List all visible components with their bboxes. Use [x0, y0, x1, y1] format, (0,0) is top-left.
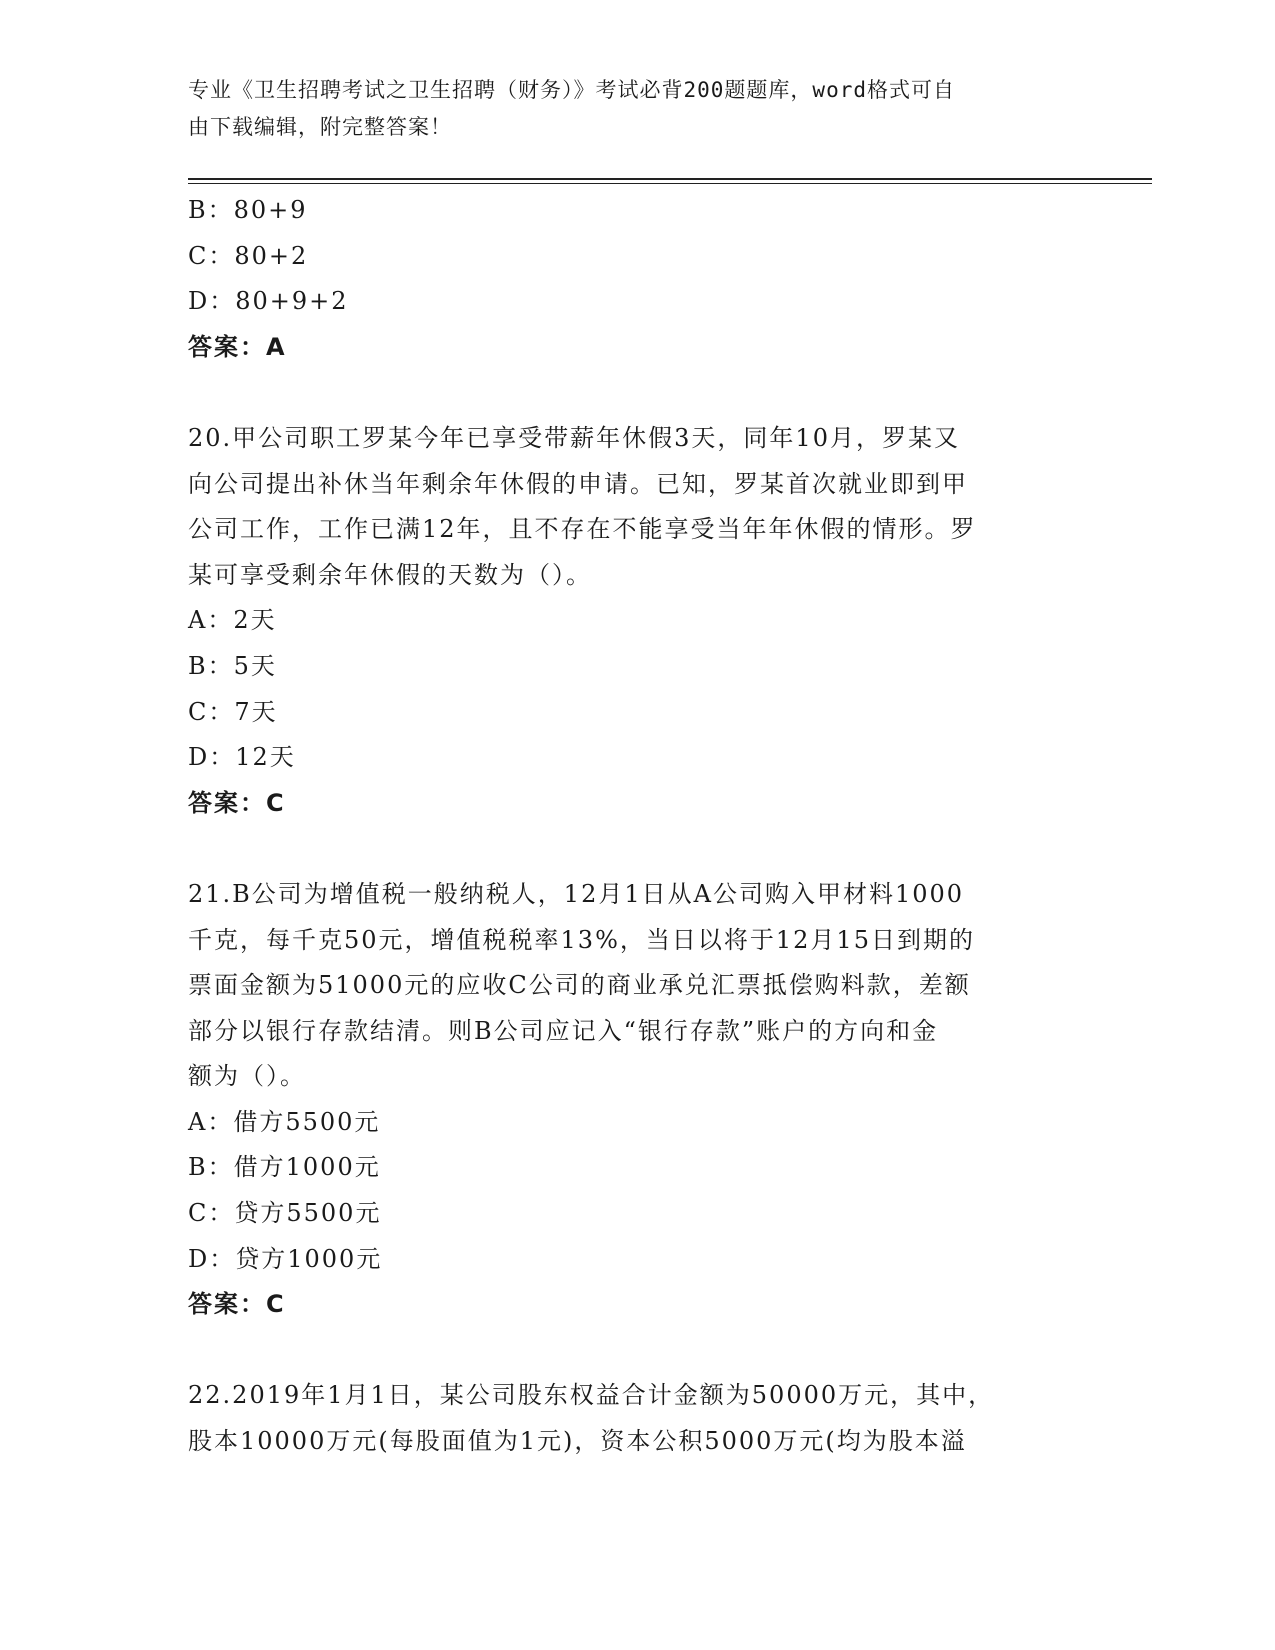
- header-divider-thin: [188, 183, 1152, 184]
- option-c: C：80+2: [188, 241, 309, 270]
- question-22: [188, 1373, 1088, 1464]
- question-text-line: 21.B公司为增值税一般纳税人，12月1日从A公司购入甲材料1000: [188, 879, 965, 908]
- spacer: [188, 826, 1088, 872]
- question-text-line: 票面金额为51000元的应收C公司的商业承兑汇票抵偿购料款，差额: [188, 971, 971, 1000]
- question-content: [188, 188, 1088, 1465]
- question-21: [188, 872, 1088, 1328]
- option-a: A：借方5500元: [188, 1107, 381, 1136]
- option-d: D：贷方1000元: [188, 1244, 383, 1273]
- question-text-line: 股本10000万元(每股面值为1元)，资本公积5000万元(均为股本溢: [188, 1427, 967, 1456]
- question-20: [188, 416, 1088, 826]
- page-header: [188, 72, 1068, 146]
- header-line-1: 专业《卫生招聘考试之卫生招聘（财务）》考试必背200题题库，word格式可自: [188, 78, 955, 102]
- question-text-line: 额为（）。: [188, 1062, 306, 1091]
- answer-label: 答案：C: [188, 788, 286, 817]
- option-d: D：80+9+2: [188, 287, 349, 316]
- option-c: C：7天: [188, 697, 278, 726]
- question-text-line: 20.甲公司职工罗某今年已享受带薪年休假3天，同年10月，罗某又: [188, 423, 960, 452]
- question-19-tail: [188, 188, 1088, 370]
- spacer: [188, 1328, 1088, 1374]
- option-b: B：5天: [188, 651, 277, 680]
- question-text-line: 公司工作，工作已满12年，且不存在不能享受当年年休假的情形。罗: [188, 515, 977, 544]
- option-b: B：80+9: [188, 196, 308, 224]
- option-c: C：贷方5500元: [188, 1199, 382, 1228]
- question-text-line: 千克，每千克50元，增值税税率13%，当日以将于12月15日到期的: [188, 925, 975, 954]
- option-d: D：12天: [188, 743, 296, 772]
- question-text-line: 向公司提出补休当年剩余年休假的申请。已知，罗某首次就业即到甲: [188, 469, 968, 498]
- option-b: B：借方1000元: [188, 1153, 381, 1182]
- option-a: A：2天: [188, 606, 277, 635]
- spacer: [188, 370, 1088, 416]
- question-text-line: 22.2019年1月1日，某公司股东权益合计金额为50000万元，其中，: [188, 1381, 995, 1410]
- answer-label: 答案：C: [188, 1290, 286, 1319]
- question-text-line: 某可享受剩余年休假的天数为（）。: [188, 560, 592, 589]
- answer-label: 答案：A: [188, 332, 287, 361]
- header-line-2: 由下载编辑，附完整答案！: [188, 115, 452, 139]
- header-divider-thick: [188, 178, 1152, 180]
- question-text-line: 部分以银行存款结清。则B公司应记入“银行存款”账户的方向和金: [188, 1016, 939, 1045]
